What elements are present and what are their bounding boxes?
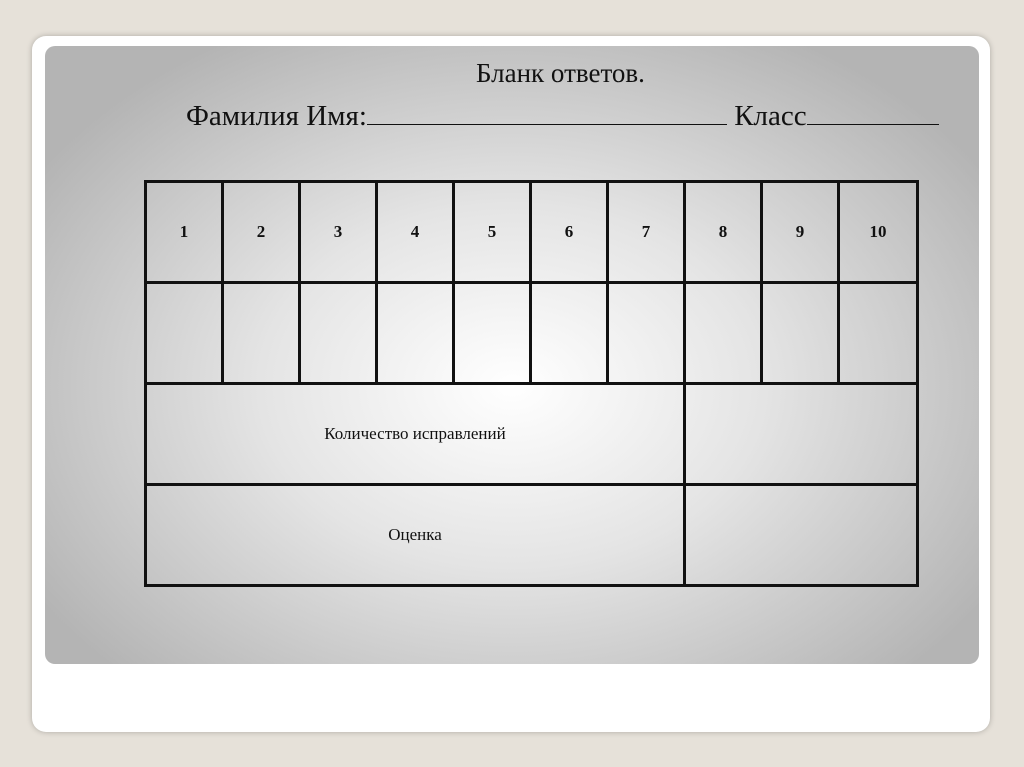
answer-cell[interactable]	[223, 283, 300, 384]
question-number-cell: 9	[762, 182, 839, 283]
question-number-cell: 3	[300, 182, 377, 283]
corrections-row	[146, 384, 918, 485]
question-number-cell: 7	[608, 182, 685, 283]
question-number-cell: 4	[377, 182, 454, 283]
answer-cell[interactable]	[377, 283, 454, 384]
grade-value-cell[interactable]	[685, 485, 918, 586]
question-number-cell: 6	[531, 182, 608, 283]
form-heading: Бланк ответов.	[476, 58, 645, 88]
grade-label: Оценка	[146, 485, 685, 586]
answer-cell[interactable]	[762, 283, 839, 384]
answer-table	[144, 180, 919, 587]
student-info-line	[186, 98, 939, 133]
answer-cell[interactable]	[608, 283, 685, 384]
question-number-cell: 10	[839, 182, 918, 283]
class-blank-line	[807, 98, 939, 125]
answer-row	[146, 283, 918, 384]
question-number-cell: 2	[223, 182, 300, 283]
answer-cell[interactable]	[531, 283, 608, 384]
answer-cell[interactable]	[839, 283, 918, 384]
corrections-label: Количество исправлений	[146, 384, 685, 485]
question-number-cell: 1	[146, 182, 223, 283]
question-number-cell: 8	[685, 182, 762, 283]
answer-cell[interactable]	[146, 283, 223, 384]
name-blank-line	[367, 98, 727, 125]
grade-row	[146, 485, 918, 586]
class-label: Класс	[734, 100, 807, 132]
question-number-cell: 5	[454, 182, 531, 283]
corrections-value-cell[interactable]	[685, 384, 918, 485]
answer-cell[interactable]	[685, 283, 762, 384]
name-label: Фамилия Имя:	[186, 100, 367, 132]
answer-cell[interactable]	[300, 283, 377, 384]
question-number-row	[146, 182, 918, 283]
answer-cell[interactable]	[454, 283, 531, 384]
